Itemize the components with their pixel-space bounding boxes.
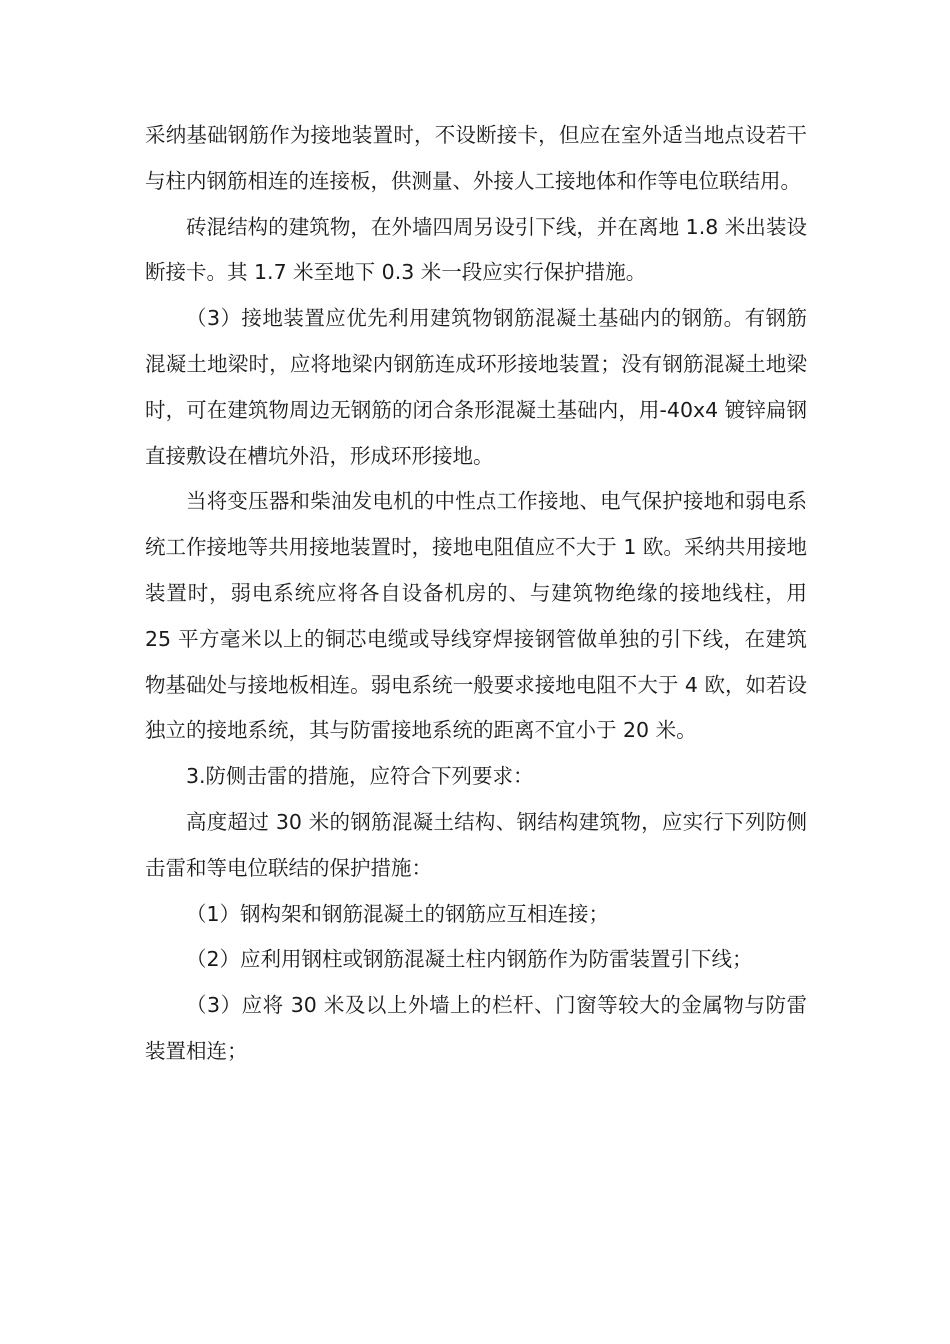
list-item-3: （3）应将 30 米及以上外墙上的栏杆、门窗等较大的金属物与防雷装置相连； <box>145 993 807 1063</box>
paragraph-6: 高度超过 30 米的钢筋混凝土结构、钢结构建筑物，应实行下列防侧击雷和等电位联结的保护措施： <box>145 809 807 880</box>
list-item-2: （2）应利用钢柱或钢筋混凝土柱内钢筋作为防雷装置引下线； <box>186 947 753 972</box>
paragraph-4: 当将变压器和柴油发电机的中性点工作接地、电气保护接地和弱电系统工作接地等共用接地装置时，接地电阻值应不大于 1 欧。采纳共用接地装置时，弱电系统应将各自设备机房的、与建筑物绝缘的接地线柱，用 25 平方毫米以上的铜芯电缆或导线穿焊接钢管做单独的引下线，在建筑物基础处与接地板相连。弱电系统一般要求接地电阻不大于 4 欧，如若设独立的接地系统，其与防雷接地系统的距离不宜小于 20 米。 <box>145 489 807 743</box>
paragraph-2: 砖混结构的建筑物，在外墙四周另设引下线，并在离地 1.8 米出装设断接卡。其 1.7 米至地下 0.3 米一段应实行保护措施。 <box>145 214 807 285</box>
paragraph-5: 3.防侧击雷的措施，应符合下列要求： <box>186 764 534 789</box>
paragraph-3: （3）接地装置应优先利用建筑物钢筋混凝土基础内的钢筋。有钢筋混凝土地梁时，应将地梁内钢筋连成环形接地装置；没有钢筋混凝土地梁时，可在建筑物周边无钢筋的闭合条形混凝土基础内，用-40x4 镀锌扁钢直接敷设在槽坑外沿，形成环形接地。 <box>145 306 807 468</box>
paragraph-1: 采纳基础钢筋作为接地装置时，不设断接卡，但应在室外适当地点设若干与柱内钢筋相连的连接板，供测量、外接人工接地体和作等电位联结用。 <box>145 123 807 193</box>
list-item-1: （1）钢构架和钢筋混凝土的钢筋应互相连接； <box>186 901 610 926</box>
